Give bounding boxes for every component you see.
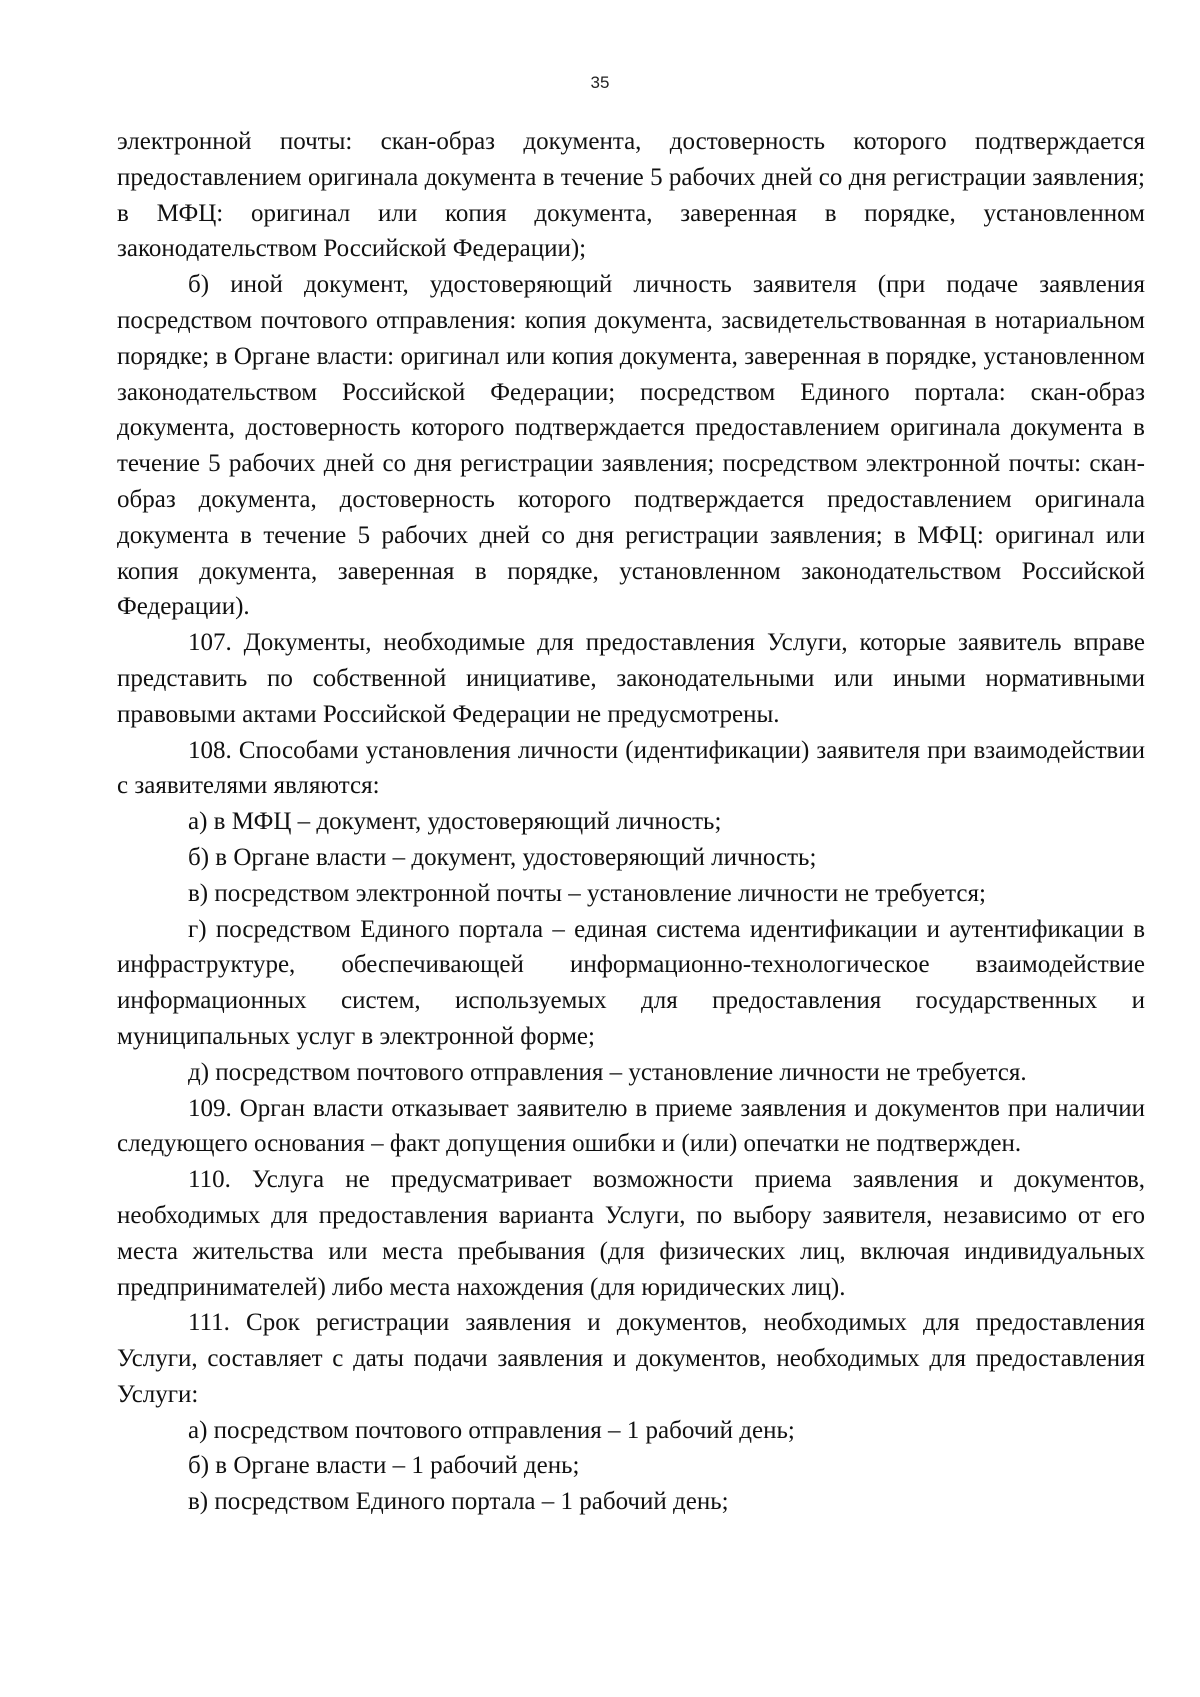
list-item-108-v: в) посредством электронной почты – установление личности не требуется; (188, 879, 986, 907)
list-item-108-d: д) посредством почтового отправления – установление личности не требуется. (188, 1058, 1027, 1086)
paragraph-111: 111. Срок регистрации заявления и документов, необходимых для предоставления Услуги, составляет с даты подачи заявления и документов, необходимых для предоставления Услуги: (117, 1309, 1145, 1408)
list-item-108-b: б) в Органе власти – документ, удостоверяющий личность; (188, 843, 817, 871)
paragraph-continuation: электронной почты: скан-образ документа, достоверность которого подтверждается предоставлением оригинала документа в течение 5 рабочих дней со дня регистрации заявления; в МФЦ: оригинал или копия документа, заверенная в порядке, установленном законодательством Российской Федерации); (117, 128, 1145, 263)
list-item-111-b: б) в Органе власти – 1 рабочий день; (188, 1452, 580, 1480)
list-item-108-g: г) посредством Единого портала – единая система идентификации и аутентификации в инфраструктуре, обеспечивающей информационно-технологическое взаимодействие информационных систем, используемых для предоставления государственных и муниципальных услуг в электронной форме; (117, 915, 1145, 1050)
list-item-111-a: а) посредством почтового отправления – 1 рабочий день; (188, 1416, 795, 1444)
list-item-111-v: в) посредством Единого портала – 1 рабочий день; (188, 1488, 729, 1516)
paragraph-110: 110. Услуга не предусматривает возможности приема заявления и документов, необходимых для предоставления варианта Услуги, по выбору заявителя, независимо от его места жительства или места пребывания (для физических лиц, включая индивидуальных предпринимателей) либо места нахождения (для юридических лиц). (117, 1166, 1145, 1301)
list-item-108-a: а) в МФЦ – документ, удостоверяющий личность; (188, 808, 722, 836)
paragraph-108: 108. Способами установления личности (идентификации) заявителя при взаимодействии с заявителями являются: (117, 736, 1145, 800)
paragraph-107: 107. Документы, необходимые для предоставления Услуги, которые заявитель вправе представить по собственной инициативе, законодательными или иными нормативными правовыми актами Российской Федерации не предусмотрены. (117, 629, 1145, 728)
paragraph-identity-document: б) иной документ, удостоверяющий личность заявителя (при подаче заявления посредством почтового отправления: копия документа, засвидетельствованная в нотариальном порядке; в Органе власти: оригинал или копия документа, заверенная в порядке, установленном законодательством Российской Федерации; посредством Единого портала: скан-образ документа, достоверность которого подтверждается предоставлением оригинала документа в течение 5 рабочих дней со дня регистрации заявления; посредством электронной почты: скан-образ документа, достоверность которого подтверждается предоставлением оригинала документа в течение 5 рабочих дней со дня регистрации заявления; в МФЦ: оригинал или копия документа, заверенная в порядке, установленном законодательством Российской Федерации). (117, 271, 1145, 621)
document-body (117, 124, 1145, 1520)
page-number: 35 (590, 73, 610, 92)
paragraph-109: 109. Орган власти отказывает заявителю в приеме заявления и документов при наличии следующего основания – факт допущения ошибки и (или) опечатки не подтвержден. (117, 1094, 1145, 1158)
